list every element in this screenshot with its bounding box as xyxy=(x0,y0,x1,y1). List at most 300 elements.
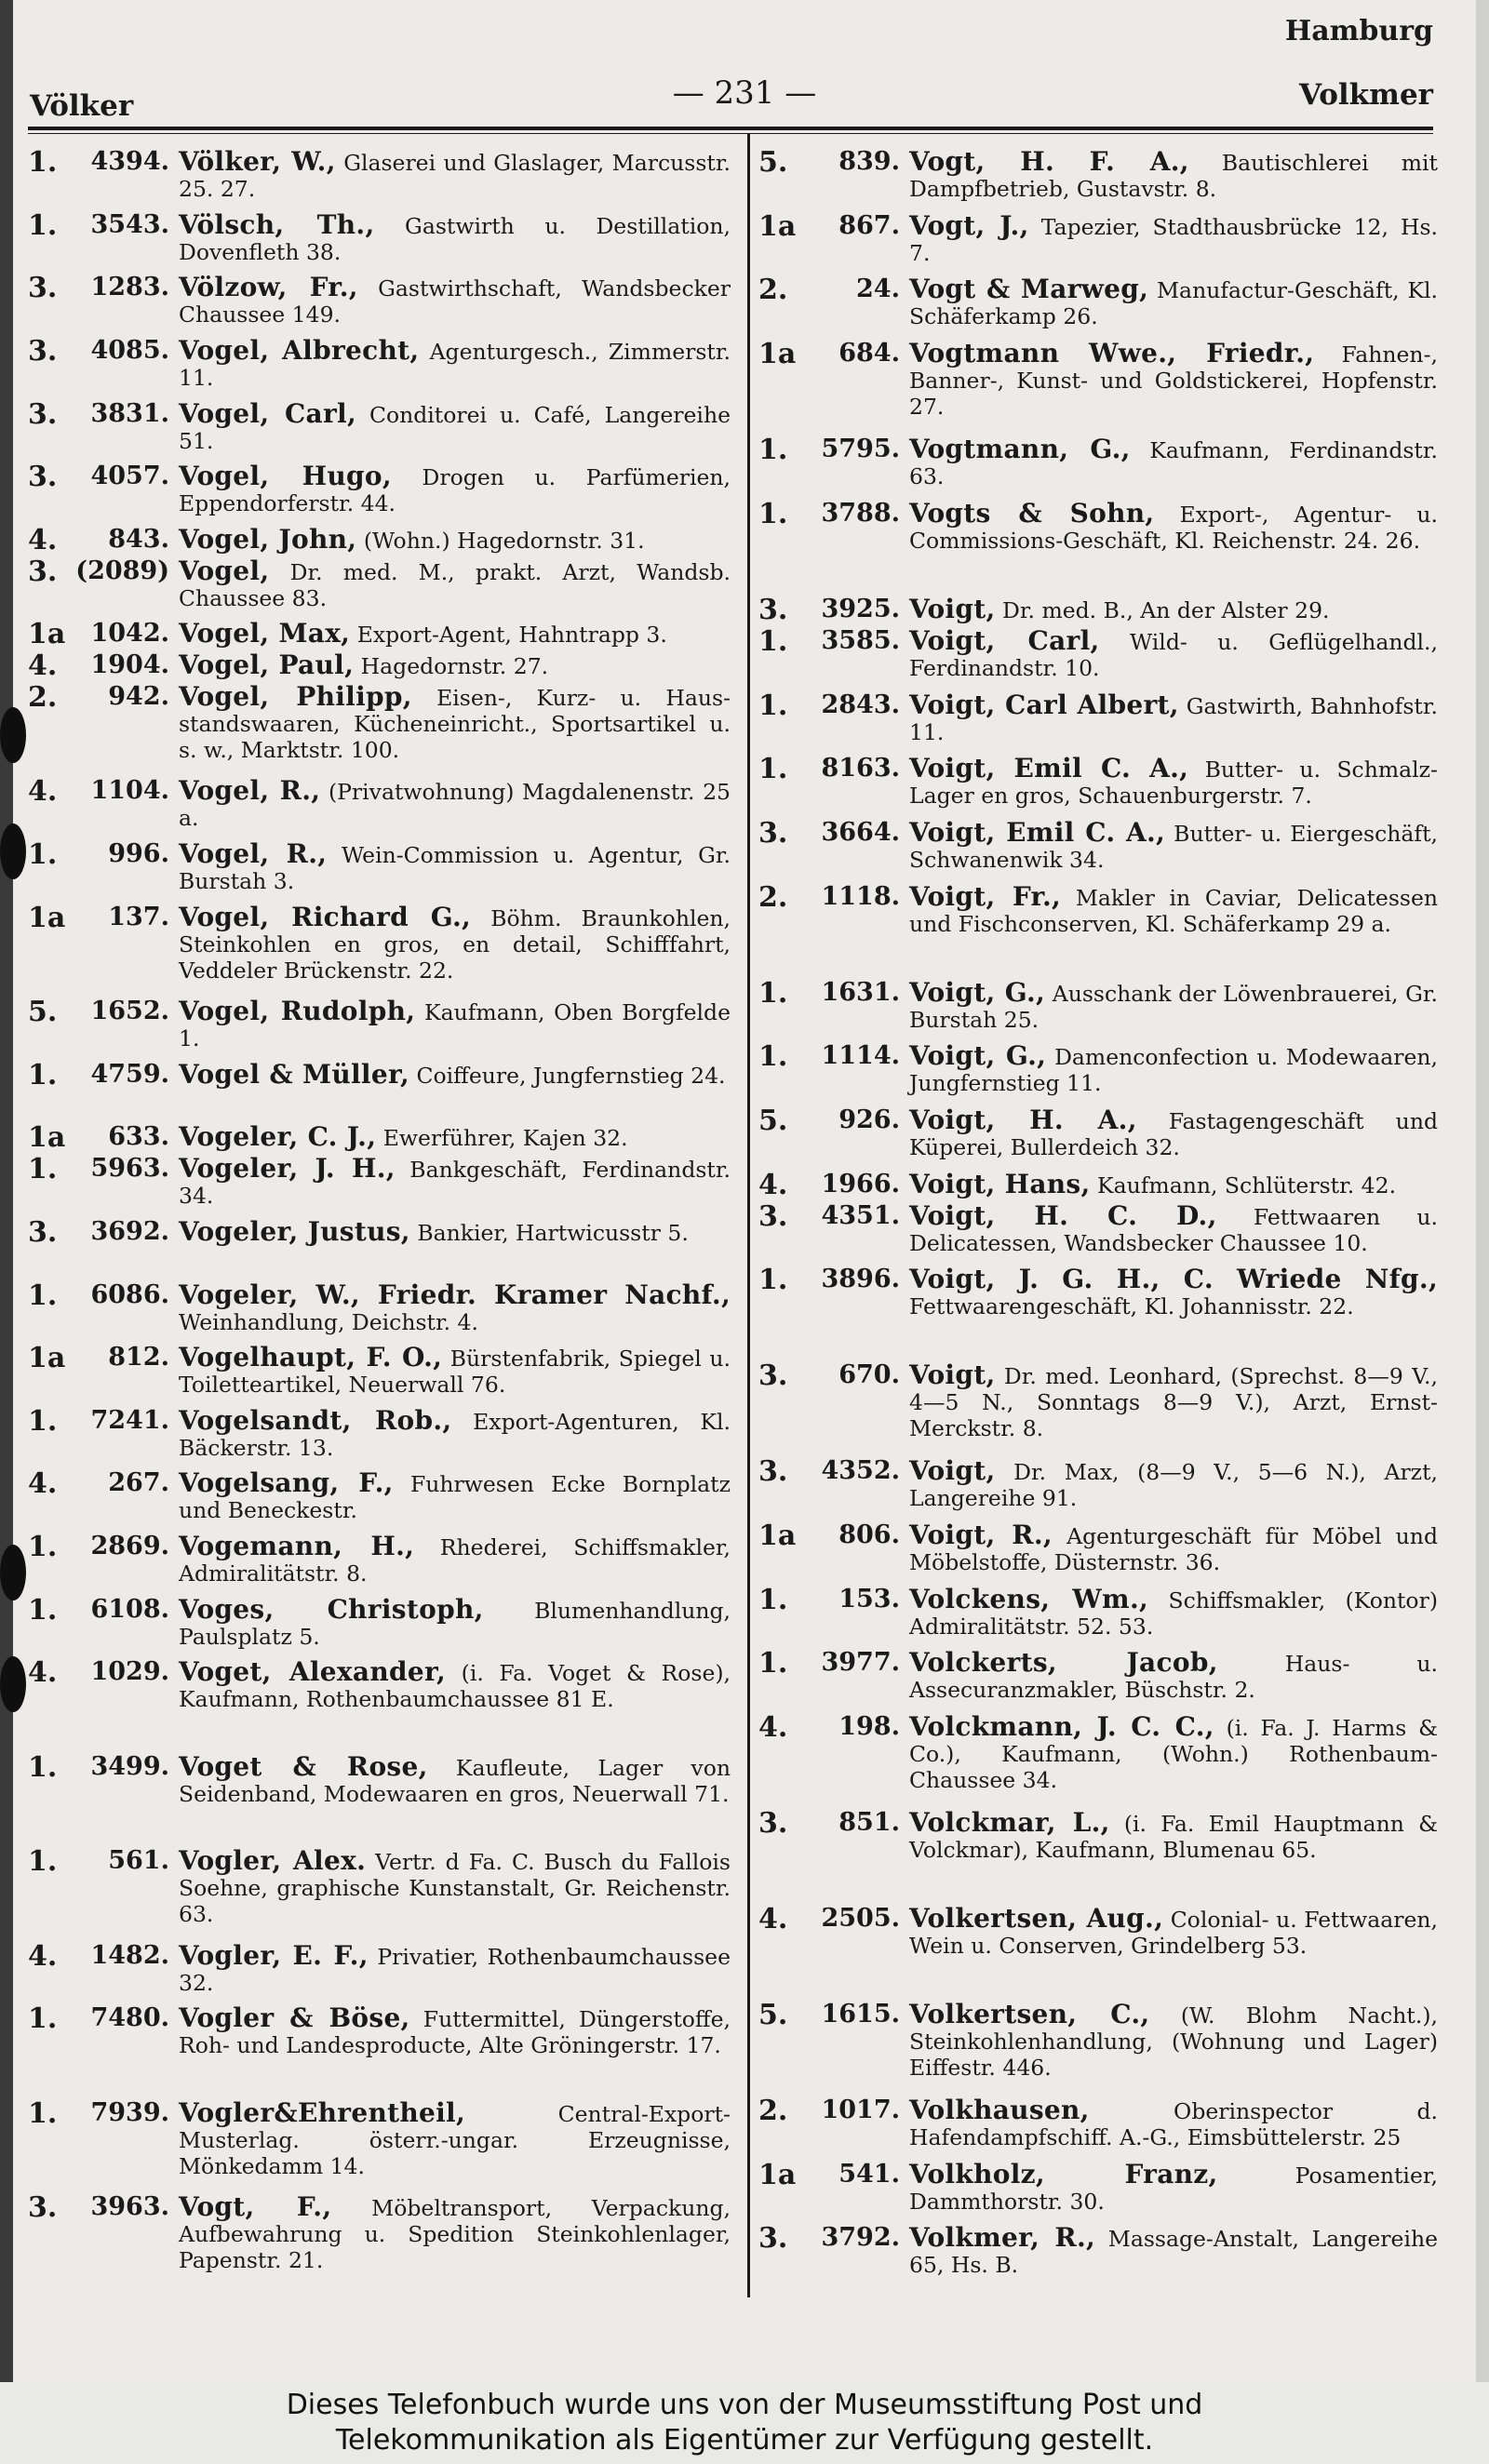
directory-entry xyxy=(758,1903,1438,2002)
subscriber-name: Volckerts, Jacob, xyxy=(909,1647,1218,1679)
exchange-zone: 4. xyxy=(28,523,58,556)
exchange-zone: 1. xyxy=(758,433,788,466)
entry-text xyxy=(909,1104,1438,1160)
exchange-zone: 3. xyxy=(758,2222,788,2256)
subscriber-name: Vogel, Richard G., xyxy=(179,901,472,932)
exchange-zone: 1. xyxy=(28,1404,58,1438)
directory-entry xyxy=(28,1215,731,1282)
exchange-zone: 1. xyxy=(28,1750,58,1784)
column-divider xyxy=(747,134,750,2297)
subscriber-name: Vogtmann, G., xyxy=(909,433,1131,464)
subscriber-name: Voget, Alexander, xyxy=(179,1656,447,1688)
directory-entry xyxy=(28,680,731,778)
subscriber-detail: Schiffsmakler, (Kontor) Admiralitätstr. 52. 53. xyxy=(909,1587,1438,1640)
exchange-zone: 3. xyxy=(28,272,58,305)
exchange-zone: 1a xyxy=(758,2158,797,2191)
phone-number: 3692. xyxy=(90,1216,169,1246)
exchange-zone: 1a xyxy=(28,1342,66,1375)
entry-text xyxy=(909,1903,1438,1960)
entry-text xyxy=(179,1467,731,1524)
phone-number: 942. xyxy=(108,681,169,711)
directory-entry xyxy=(28,272,731,338)
directory-entry xyxy=(28,1058,731,1125)
binding-hole xyxy=(0,1656,26,1712)
left-column xyxy=(28,146,731,2289)
subscriber-detail: Haus- u. Assecuranzmakler, Büschstr. 2. xyxy=(909,1651,1438,1704)
subscriber-name: Vogel, R., xyxy=(179,838,328,870)
subscriber-detail: Dr. Max, (8—9 V., 5—6 N.), Arzt, Langereihe 91. xyxy=(909,1459,1438,1512)
phone-number: 670. xyxy=(838,1360,900,1390)
page-right-edge xyxy=(1476,0,1489,2382)
subscriber-detail: Privatier, Rothenbaumchaussee 32. xyxy=(179,1943,731,1996)
entry-text xyxy=(909,976,1438,1033)
subscriber-detail: (W. Blohm Nacht.), Steinkohlenhandlung, (Wohnung und Lager) Eiffestr. 446. xyxy=(909,2002,1438,2082)
exchange-zone: 1. xyxy=(758,497,788,530)
subscriber-detail: Futtermittel, Düngerstoffe, Roh- und Landesproducte, Alte Gröningerstr. 17. xyxy=(179,2006,731,2059)
directory-entry xyxy=(28,1153,731,1219)
phone-number: 8163. xyxy=(821,754,900,783)
subscriber-detail: Massage-Anstalt, Langereihe 65, Hs. B. xyxy=(909,2226,1438,2279)
phone-number: 633. xyxy=(108,1122,169,1152)
subscriber-detail: Dr. med. B., An der Alster 29. xyxy=(1002,596,1330,623)
subscriber-name: Völsch, Th., xyxy=(179,208,375,240)
entry-text xyxy=(179,1533,731,1587)
directory-entry xyxy=(758,497,1438,596)
subscriber-name: Voigt, H. A., xyxy=(909,1104,1137,1135)
directory-entry xyxy=(28,998,731,1062)
directory-entry xyxy=(758,753,1438,820)
phone-number: 1118. xyxy=(821,881,900,911)
exchange-zone: 1a xyxy=(758,337,797,370)
subscriber-name: Vogel, Philipp, xyxy=(179,680,412,712)
exchange-zone: 3. xyxy=(28,334,58,368)
phone-number: 3664. xyxy=(821,817,900,847)
subscriber-detail: Damenconfection u. Modewaaren, Jungfernstieg 11. xyxy=(909,1044,1438,1097)
directory-entry xyxy=(28,1656,731,1753)
subscriber-name: Voigt, Hans, xyxy=(909,1168,1091,1199)
directory-entry xyxy=(758,1807,1438,1906)
directory-entry xyxy=(758,1040,1438,1107)
phone-number: 1104. xyxy=(90,776,169,806)
directory-entry xyxy=(758,1455,1438,1522)
entry-text xyxy=(909,433,1438,489)
phone-number: 5963. xyxy=(90,1154,169,1184)
entry-text xyxy=(909,1266,1438,1319)
subscriber-detail: Posamentier, Dammthorstr. 30. xyxy=(909,2162,1438,2215)
subscriber-detail: Bautischlerei mit Dampfbetrieb, Gustavstr. 8. xyxy=(909,150,1438,202)
exchange-zone: 2. xyxy=(758,274,788,307)
directory-entry xyxy=(28,555,731,622)
subscriber-detail: Gastwirthschaft, Wandsbecker Chaussee 149. xyxy=(179,275,731,328)
entry-text xyxy=(179,2096,731,2179)
phone-number: 4352. xyxy=(821,1456,900,1486)
directory-entry xyxy=(758,1266,1438,1362)
directory-entry xyxy=(28,1404,731,1471)
subscriber-detail: Böhm. Braunkohlen, Steinkohlen en gros, en detail, Schifffahrt, Veddeler Brückenstr. 22. xyxy=(179,904,731,984)
exchange-zone: 4. xyxy=(28,1656,58,1690)
phone-number: 3963. xyxy=(90,2192,169,2222)
subscriber-detail: Dr. med. M., prakt. Arzt, Wandsb. Chaussee 83. xyxy=(179,558,731,611)
phone-number: 3543. xyxy=(90,209,169,239)
exchange-zone: 1. xyxy=(28,1279,58,1312)
subscriber-detail: Fettwaaren u. Delicatessen, Wandsbecker Chaussee 10. xyxy=(909,1203,1438,1256)
phone-number: 1029. xyxy=(90,1657,169,1687)
entry-text xyxy=(909,880,1438,937)
entry-text xyxy=(909,1583,1438,1640)
entry-text xyxy=(909,1359,1438,1442)
header-rule-thin xyxy=(28,133,1433,134)
footer-notice xyxy=(0,2382,1489,2464)
phone-number: 684. xyxy=(838,338,900,368)
phone-number: 2505. xyxy=(821,1904,900,1934)
exchange-zone: 1. xyxy=(28,1531,58,1564)
subscriber-name: Vogemann, H., xyxy=(179,1531,415,1562)
subscriber-detail: Conditorei u. Café, Langereihe 51. xyxy=(179,401,731,454)
subscriber-detail: Kaufleute, Lager von Seidenband, Modewaaren en gros, Neuerwall 71. xyxy=(179,1754,731,1807)
directory-entry xyxy=(758,1711,1438,1810)
entry-text xyxy=(179,1058,731,1090)
subscriber-name: Voigt, Emil C. A., xyxy=(909,816,1166,848)
phone-number: 4394. xyxy=(90,147,169,176)
exchange-zone: 1. xyxy=(758,976,788,1010)
subscriber-detail: Gastwirth u. Destillation, Dovenfleth 38. xyxy=(179,212,731,265)
exchange-zone: 1a xyxy=(28,618,66,651)
phone-number: 7480. xyxy=(90,2003,169,2033)
exchange-zone: 1. xyxy=(758,753,788,786)
subscriber-name: Voigt, R., xyxy=(909,1520,1053,1551)
directory-entry xyxy=(28,334,731,401)
entry-text xyxy=(909,1199,1438,1256)
directory-entry xyxy=(758,1199,1438,1267)
phone-number: 6086. xyxy=(90,1279,169,1309)
phone-number: 4759. xyxy=(90,1059,169,1089)
phone-number: 6108. xyxy=(90,1594,169,1624)
directory-entry xyxy=(758,433,1438,501)
subscriber-name: Vogtmann Wwe., Friedr., xyxy=(909,337,1315,368)
directory-entry xyxy=(758,593,1438,628)
subscriber-detail: Glaserei und Glaslager, Marcusstr. 25. 27. xyxy=(179,150,731,202)
subscriber-name: Voigt, G., xyxy=(909,976,1046,1008)
directory-entry xyxy=(28,1121,731,1156)
subscriber-name: Vogel, Carl, xyxy=(179,397,357,429)
phone-number: 1631. xyxy=(821,977,900,1007)
directory-entry xyxy=(758,209,1438,277)
entry-text xyxy=(909,1455,1438,1512)
exchange-zone: 4. xyxy=(758,1711,788,1745)
exchange-zone: 1a xyxy=(28,901,66,934)
subscriber-name: Vogt, J., xyxy=(909,209,1029,241)
subscriber-detail: Gastwirth, Bahnhofstr. 11. xyxy=(909,692,1438,745)
entry-text xyxy=(909,146,1438,202)
subscriber-detail: Bankgeschäft, Ferdinandstr. 34. xyxy=(179,1157,731,1210)
phone-number: 1042. xyxy=(90,619,169,649)
subscriber-name: Vogelhaupt, F. O., xyxy=(179,1342,443,1373)
subscriber-detail: Eisen-, Kurz- u. Hausstandswaaren, Kücheneinricht., Sportsartikel u. s. w., Marktstr. 100. xyxy=(179,684,731,763)
page-number: — 231 — xyxy=(672,74,817,112)
subscriber-name: Voigt, Emil C. A., xyxy=(909,753,1189,784)
directory-entry xyxy=(28,2191,731,2288)
entry-text xyxy=(179,272,731,328)
exchange-zone: 3. xyxy=(758,1455,788,1489)
entry-text xyxy=(909,276,1438,329)
footer-line-1: Dieses Telefonbuch wurde uns von der Museumsstiftung Post und xyxy=(286,2389,1203,2421)
phone-number: 996. xyxy=(108,839,169,869)
phone-number: 3896. xyxy=(821,1265,900,1294)
exchange-zone: 1. xyxy=(28,1058,58,1091)
directory-entry xyxy=(758,816,1438,884)
subscriber-name: Vogler & Böse, xyxy=(179,2002,410,2034)
subscriber-detail: Oberinspector d. Hafendampfschiff. A.-G., Eimsbüttelerstr. 25 xyxy=(909,2098,1438,2151)
exchange-zone: 2. xyxy=(758,880,788,914)
exchange-zone: 1. xyxy=(28,1153,58,1186)
subscriber-name: Vogelsandt, Rob., xyxy=(179,1404,452,1436)
phone-number: 1652. xyxy=(90,997,169,1026)
exchange-zone: 1a xyxy=(758,209,797,243)
exchange-zone: 1. xyxy=(758,1264,788,1297)
entry-text xyxy=(909,2097,1438,2150)
exchange-zone: 4. xyxy=(28,649,58,683)
entry-text xyxy=(909,209,1438,266)
subscriber-detail: Makler in Caviar, Delicatessen und Fischconserven, Kl. Schäferkamp 29 a. xyxy=(909,884,1438,937)
entry-text xyxy=(179,1342,731,1399)
directory-entry xyxy=(758,1522,1438,1587)
subscriber-name: Volkertsen, C., xyxy=(909,1999,1150,2030)
footer-line-2: Telekommunikation als Eigentümer zur Verfügung gestellt. xyxy=(335,2424,1154,2457)
directory-entry xyxy=(28,2002,731,2099)
phone-number: (2089) xyxy=(75,556,169,585)
phone-number: 541. xyxy=(838,2159,900,2189)
entry-text xyxy=(179,1845,731,1928)
subscriber-name: Volkhausen, xyxy=(909,2095,1090,2126)
subscriber-name: Vogeler, Justus, xyxy=(179,1215,410,1247)
phone-number: 5795. xyxy=(821,434,900,463)
phone-number: 24. xyxy=(856,275,900,304)
directory-entry xyxy=(758,1104,1438,1172)
entry-text xyxy=(179,146,731,202)
directory-entry xyxy=(758,1168,1438,1203)
entry-text xyxy=(909,497,1438,554)
subscriber-detail: Möbeltransport, Verpackung, Aufbewahrung u. Spedition Steinkohlenlager, Papenstr. 21. xyxy=(179,2195,731,2274)
subscriber-name: Volkertsen, Aug., xyxy=(909,1903,1164,1935)
exchange-zone: 1a xyxy=(758,1520,797,1553)
binding-hole xyxy=(0,707,26,763)
subscriber-name: Völzow, Fr., xyxy=(179,272,358,303)
directory-entry xyxy=(758,1647,1438,1714)
subscriber-name: Volckens, Wm., xyxy=(909,1583,1149,1614)
subscriber-detail: Export-, Agentur- u. Commissions-Geschäft, Kl. Reichenstr. 24. 26. xyxy=(909,501,1438,554)
exchange-zone: 5. xyxy=(758,1104,788,1137)
phone-number: 3499. xyxy=(90,1751,169,1781)
subscriber-detail: Agenturgeschäft für Möbel und Möbelstoffe, Düsternstr. 36. xyxy=(909,1523,1438,1576)
phone-number: 3792. xyxy=(821,2223,900,2253)
subscriber-name: Voigt, H. C. D., xyxy=(909,1199,1217,1231)
phone-number: 4085. xyxy=(90,335,169,365)
directory-entry xyxy=(758,2097,1438,2162)
subscriber-name: Vogelsang, F., xyxy=(179,1467,394,1499)
subscriber-name: Volckmann, J. C. C., xyxy=(909,1711,1214,1743)
phone-number: 137. xyxy=(108,902,169,931)
subscriber-name: Volckmar, L., xyxy=(909,1807,1110,1839)
subscriber-name: Vogler, E. F., xyxy=(179,1939,369,1971)
subscriber-detail: (i. Fa. J. Harms & Co.), Kaufmann, (Wohn.) Rothenbaum-Chaussee 34. xyxy=(909,1715,1438,1794)
phone-number: 3585. xyxy=(821,625,900,655)
directory-entry xyxy=(758,689,1438,757)
header-left-catchword: Völker xyxy=(30,89,134,123)
subscriber-detail: (i. Fa. Emil Hauptmann & Volckmar), Kaufmann, Blumenau 65. xyxy=(909,1811,1438,1864)
entry-text xyxy=(909,753,1438,810)
directory-entry xyxy=(28,208,731,275)
exchange-zone: 1. xyxy=(758,624,788,658)
entry-text xyxy=(179,901,731,984)
exchange-zone: 1. xyxy=(758,1647,788,1681)
subscriber-name: Volkmer, R., xyxy=(909,2222,1096,2254)
subscriber-name: Vogel, R., xyxy=(179,775,321,807)
subscriber-detail: Colonial- u. Fettwaaren, Wein u. Conserven, Grindelberg 53. xyxy=(909,1907,1438,1960)
phone-number: 267. xyxy=(108,1468,169,1498)
subscriber-detail: (i. Fa. Voget & Rose), Kaufmann, Rothenbaumchaussee 81 E. xyxy=(179,1660,731,1713)
entry-text xyxy=(179,1153,731,1210)
exchange-zone: 1. xyxy=(758,1583,788,1616)
exchange-zone: 1. xyxy=(28,2096,58,2130)
header-city: Hamburg xyxy=(1284,15,1433,47)
directory-entry xyxy=(758,337,1438,436)
entry-text xyxy=(909,1522,1438,1575)
entry-text xyxy=(909,1807,1438,1864)
directory-entry xyxy=(28,523,731,558)
entry-text xyxy=(179,2002,731,2059)
exchange-zone: 3. xyxy=(28,461,58,494)
exchange-zone: 1. xyxy=(28,1845,58,1879)
directory-entry xyxy=(28,463,731,527)
phone-number: 1283. xyxy=(90,273,169,302)
subscriber-detail: Fahnen-, Banner-, Kunst- und Goldstickerei, Hopfenstr. 27. xyxy=(909,341,1438,420)
header-rule xyxy=(28,127,1433,130)
exchange-zone: 3. xyxy=(28,1215,58,1249)
subscriber-detail: Butter- u. Schmalz-Lager en gros, Schauenburgerstr. 7. xyxy=(909,757,1438,810)
phone-number: 1966. xyxy=(821,1169,900,1199)
exchange-zone: 1a xyxy=(28,1121,66,1155)
phone-number: 926. xyxy=(838,1105,900,1134)
subscriber-detail: Dr. med. Leonhard, (Sprechst. 8—9 V., 4—5 N., Sonntags 8—9 V.), Arzt, Ernst-Merckstr. 8. xyxy=(909,1363,1438,1442)
subscriber-detail: Coiffeure, Jungfernstieg 24. xyxy=(416,1062,726,1089)
entry-text xyxy=(179,555,731,611)
exchange-zone: 1. xyxy=(758,1040,788,1074)
entry-text xyxy=(909,689,1438,745)
entry-text xyxy=(179,1121,731,1153)
phone-number: 1017. xyxy=(821,2096,900,2125)
exchange-zone: 4. xyxy=(28,775,58,809)
subscriber-name: Vogeler, W., Friedr. Kramer Nachf., xyxy=(179,1279,731,1310)
directory-entry xyxy=(28,838,731,904)
directory-entry xyxy=(28,1467,731,1533)
subscriber-name: Voigt, J. G. H., C. Wriede Nfg., xyxy=(909,1264,1438,1295)
exchange-zone: 5. xyxy=(758,146,788,179)
entry-text xyxy=(179,2191,731,2274)
entry-text xyxy=(179,649,731,681)
subscriber-name: Vogel, Paul, xyxy=(179,649,355,681)
subscriber-name: Voigt, Carl, xyxy=(909,624,1100,656)
directory-entry xyxy=(28,649,731,684)
binding-hole xyxy=(0,824,26,879)
subscriber-detail: Rhederei, Schiffsmakler, Admiralitätstr. 8. xyxy=(179,1534,731,1587)
exchange-zone: 2. xyxy=(758,2095,788,2128)
entry-text xyxy=(909,337,1438,420)
directory-entry xyxy=(758,624,1438,692)
phone-number: 3831. xyxy=(90,398,169,428)
page-binding-edge xyxy=(0,0,13,2382)
exchange-zone: 3. xyxy=(758,1807,788,1841)
exchange-zone: 1. xyxy=(758,689,788,722)
subscriber-detail: (Privatwohnung) Magdalenenstr. 25 a. xyxy=(179,779,731,832)
subscriber-detail: Fuhrwesen Ecke Bornplatz und Beneckestr. xyxy=(179,1471,731,1524)
subscriber-name: Vogt, F., xyxy=(179,2191,332,2223)
right-column xyxy=(758,146,1438,2289)
subscriber-name: Vogel & Müller, xyxy=(179,1058,410,1090)
entry-text xyxy=(179,1215,731,1247)
directory-entry xyxy=(28,618,731,652)
phone-number: 153. xyxy=(838,1584,900,1614)
phone-number: 839. xyxy=(838,147,900,176)
binding-hole xyxy=(0,1545,26,1600)
entry-text xyxy=(909,1999,1438,2082)
exchange-zone: 3. xyxy=(28,397,58,431)
entry-text xyxy=(909,1711,1438,1794)
directory-entry xyxy=(28,397,731,464)
directory-entry xyxy=(758,1583,1438,1651)
subscriber-name: Voigt, xyxy=(909,1359,996,1391)
phone-number: 1114. xyxy=(821,1041,900,1071)
subscriber-name: Vogel, Rudolph, xyxy=(179,996,416,1027)
phone-number: 198. xyxy=(838,1712,900,1742)
subscriber-name: Vogel, Hugo, xyxy=(179,461,392,492)
subscriber-name: Voigt, xyxy=(909,1455,996,1487)
entry-text xyxy=(179,208,731,265)
directory-entry xyxy=(758,146,1438,213)
subscriber-name: Völker, W., xyxy=(179,146,336,177)
subscriber-name: Voigt, Fr., xyxy=(909,880,1062,912)
phone-number: 1904. xyxy=(90,650,169,680)
entry-text xyxy=(179,1593,731,1650)
subscriber-detail: Drogen u. Parfümerien, Eppendorferstr. 44. xyxy=(179,464,731,517)
phone-number: 7241. xyxy=(90,1405,169,1435)
directory-entry xyxy=(28,1750,731,1848)
exchange-zone: 1. xyxy=(28,1593,58,1627)
subscriber-detail: Wein-Commission u. Agentur, Gr. Burstah 3. xyxy=(179,842,731,895)
subscriber-detail: Export-Agenturen, Kl. Bäckerstr. 13. xyxy=(179,1408,731,1461)
directory-entry xyxy=(28,1593,731,1660)
subscriber-detail: Agenturgesch., Zimmerstr. 11. xyxy=(179,338,731,391)
exchange-zone: 1. xyxy=(28,208,58,242)
subscriber-name: Volkholz, Franz, xyxy=(909,2158,1218,2189)
subscriber-name: Vogts & Sohn, xyxy=(909,497,1155,529)
phone-number: 812. xyxy=(108,1343,169,1373)
entry-text xyxy=(179,463,731,516)
entry-text xyxy=(179,1750,731,1807)
phone-number: 4057. xyxy=(90,462,169,491)
subscriber-detail: Fastagengeschäft und Küperei, Bullerdeich 32. xyxy=(909,1107,1438,1160)
subscriber-name: Voigt, xyxy=(909,593,996,624)
entry-text xyxy=(909,1168,1438,1199)
phone-number: 867. xyxy=(838,210,900,240)
directory-entry xyxy=(28,1533,731,1597)
entry-text xyxy=(909,816,1438,873)
subscriber-detail: Wild- u. Geflügelhandl., Ferdinandstr. 10. xyxy=(909,628,1438,681)
subscriber-detail: Blumenhandlung, Paulsplatz 5. xyxy=(179,1597,731,1650)
phone-number: 1482. xyxy=(90,1940,169,1970)
subscriber-detail: Kaufmann, Schlüterstr. 42. xyxy=(1097,1172,1397,1199)
entry-text xyxy=(179,838,731,895)
subscriber-detail: Vertr. d Fa. C. Busch du Fallois Soehne, graphische Kunstanstalt, Gr. Reichenstr. 63. xyxy=(179,1849,731,1928)
